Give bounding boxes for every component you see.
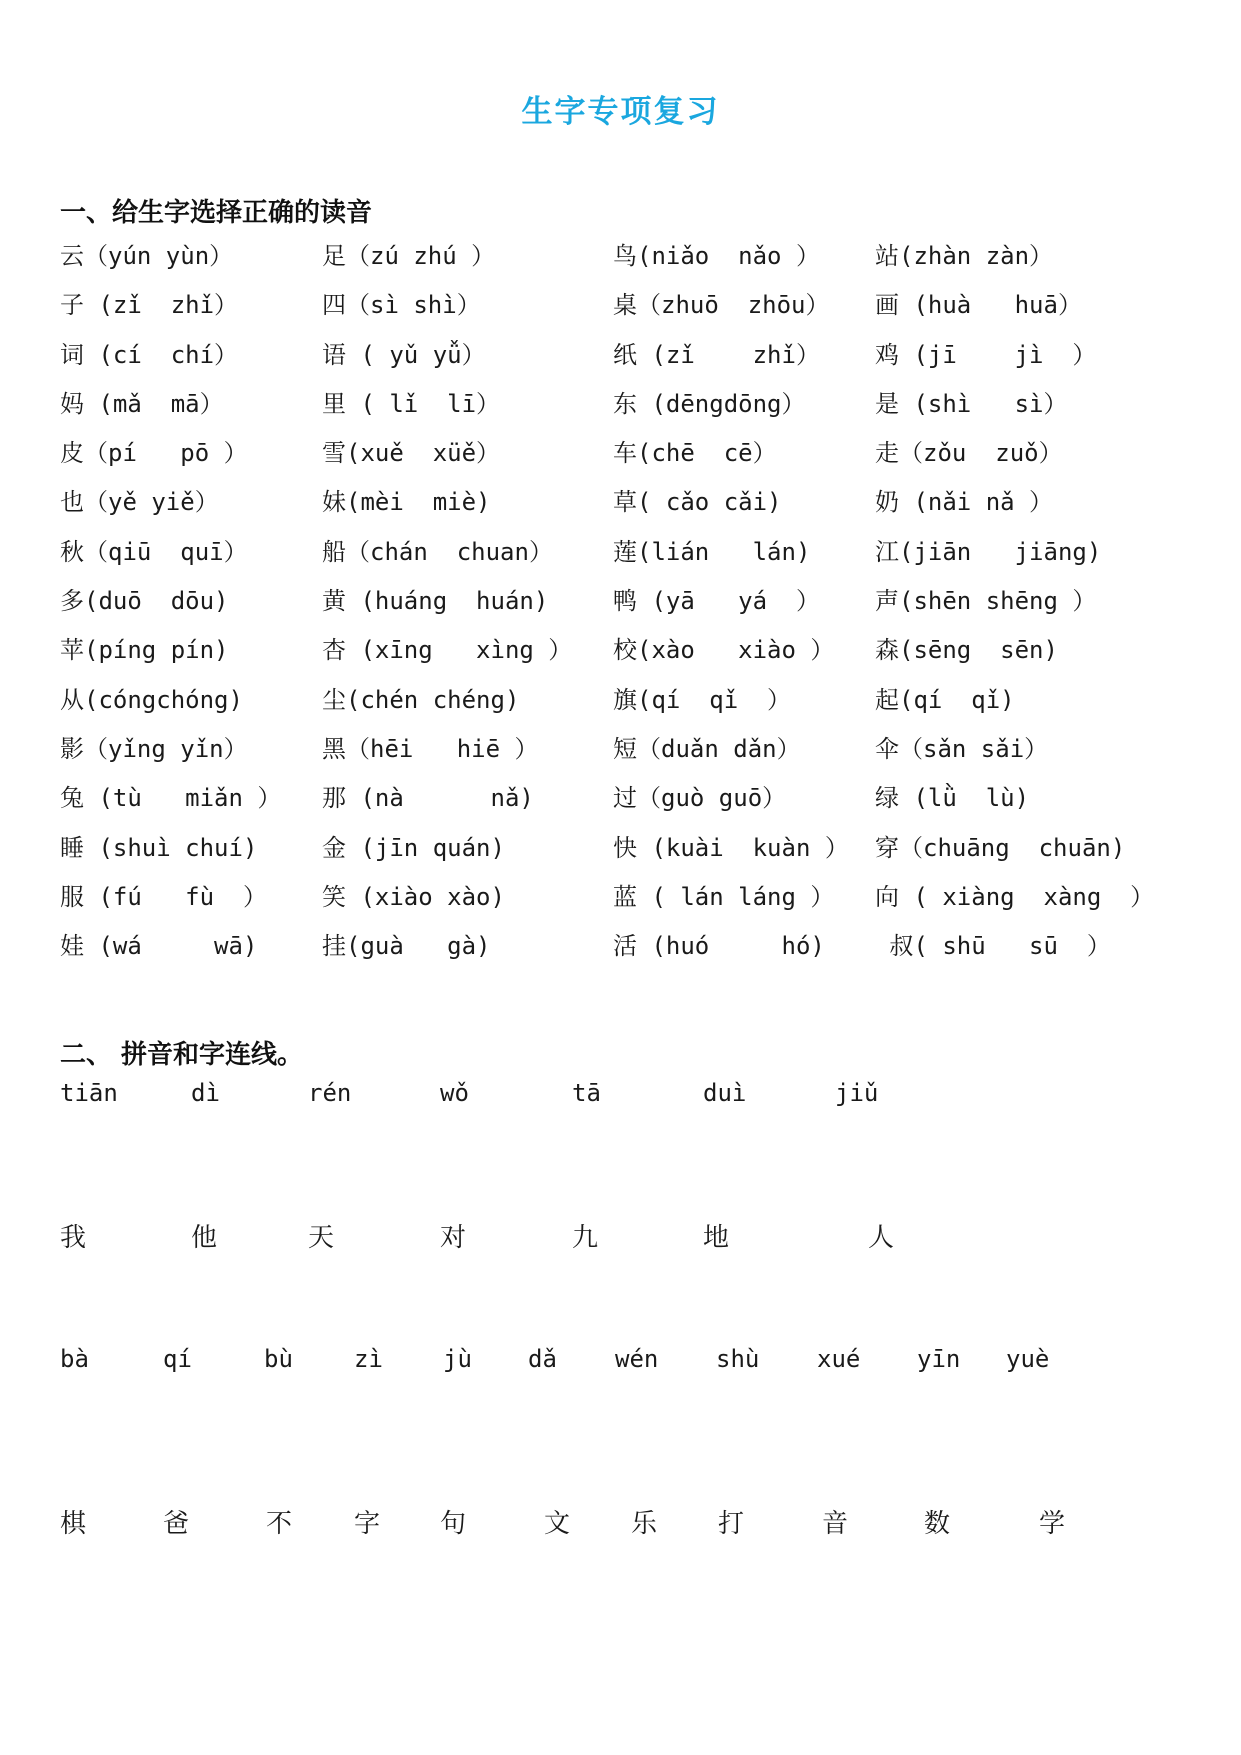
grid-row: [60, 486, 1200, 535]
grid-row: [60, 881, 1200, 930]
char-item[interactable]: 对: [440, 1223, 467, 1253]
grid-cell: 也（yě yiě）: [60, 488, 219, 517]
char-item[interactable]: 地: [703, 1223, 730, 1253]
grid-cell: 服 (fú fù ）: [60, 882, 267, 911]
pinyin-row-2: [60, 1342, 1200, 1376]
grid-cell: 雪(xuě xüě）: [322, 439, 501, 468]
grid-cell: 是 (shì sì）: [875, 389, 1068, 418]
grid-cell: 里 ( lǐ lī）: [322, 389, 501, 418]
grid-cell: 江(jiān jiāng): [875, 537, 1102, 566]
grid-cell: 那 (nà nǎ): [322, 784, 534, 813]
grid-cell: 鸡 (jī jì ）: [875, 340, 1097, 369]
pinyin-item[interactable]: jiǔ: [835, 1079, 879, 1107]
grid-cell: 起(qí qǐ): [875, 685, 1015, 714]
grid-row: [60, 437, 1200, 486]
grid-cell: 秋（qiū quī）: [60, 537, 248, 566]
char-item[interactable]: 不: [266, 1509, 293, 1539]
pinyin-item[interactable]: xué: [817, 1345, 861, 1373]
char-item[interactable]: 我: [60, 1223, 87, 1253]
grid-cell: 杏 (xīng xìng ）: [322, 636, 573, 665]
pinyin-item[interactable]: wén: [615, 1345, 659, 1373]
grid-cell: 短（duǎn dǎn）: [613, 734, 801, 763]
char-item[interactable]: 打: [718, 1509, 745, 1539]
grid-cell: 声(shēn shēng ）: [875, 587, 1097, 616]
grid-row: [60, 388, 1200, 437]
grid-cell: 桌（zhuō zhōu）: [613, 291, 830, 320]
grid-cell: 穿（chuāng chuān): [875, 833, 1126, 862]
grid-cell: 语 ( yǔ yǚ）: [322, 340, 486, 369]
grid-cell: 云（yún yùn）: [60, 242, 234, 270]
pinyin-item[interactable]: bù: [264, 1345, 293, 1373]
grid-cell: 睡 (shuì chuí): [60, 833, 258, 862]
grid-cell: 校(xào xiào ）: [613, 636, 835, 665]
grid-cell: 黄 (huáng huán): [322, 587, 549, 616]
pinyin-item[interactable]: yīn: [917, 1345, 961, 1373]
grid-cell: 挂(guà gà): [322, 932, 491, 961]
grid-cell: 绿 (lǜ lù): [875, 784, 1030, 813]
pinyin-item[interactable]: bà: [60, 1345, 89, 1373]
grid-cell: 妹(mèi miè): [322, 488, 491, 517]
grid-cell: 奶 (nǎi nǎ ）: [875, 488, 1054, 517]
char-item[interactable]: 人: [868, 1223, 895, 1253]
grid-cell: 妈 (mǎ mā）: [60, 389, 224, 418]
grid-cell: 过（guò guō）: [613, 784, 787, 813]
pinyin-item[interactable]: dǎ: [528, 1345, 557, 1373]
grid-cell: 画 (huà huā）: [875, 291, 1082, 320]
grid-cell: 苹(píng pín): [60, 636, 229, 665]
char-item[interactable]: 天: [308, 1223, 335, 1253]
grid-cell: 影（yǐng yǐn）: [60, 734, 248, 763]
grid-cell: 车(chē cē）: [613, 439, 777, 468]
grid-cell: 纸 (zǐ zhǐ）: [613, 340, 820, 369]
pinyin-item[interactable]: duì: [703, 1079, 747, 1107]
section-2-heading: 二、 拼音和字连线。: [60, 1040, 304, 1070]
grid-cell: 子 (zǐ zhǐ）: [60, 291, 239, 320]
grid-cell: 东 (dēngdōng）: [613, 389, 806, 418]
grid-cell: 皮（pí pō ）: [60, 439, 248, 468]
grid-row: [60, 930, 1200, 979]
grid-row: [60, 684, 1200, 733]
grid-row: [60, 339, 1200, 388]
pinyin-item[interactable]: jù: [443, 1345, 472, 1373]
char-item[interactable]: 句: [440, 1509, 467, 1539]
page-title: 生字专项复习: [521, 94, 720, 130]
grid-cell: 娃 (wá wā): [60, 932, 258, 961]
chars-row-1: [60, 1221, 1200, 1255]
grid-row: [60, 289, 1200, 338]
grid-cell: 莲(lián lán): [613, 537, 811, 566]
grid-row: [60, 832, 1200, 881]
grid-cell: 鸭 (yā yá ）: [613, 587, 820, 616]
grid-cell: 叔( shū sū ）: [875, 932, 1111, 961]
pinyin-item[interactable]: qí: [163, 1345, 192, 1373]
pinyin-item[interactable]: tiān: [60, 1079, 118, 1107]
grid-row: [60, 782, 1200, 831]
char-item[interactable]: 数: [924, 1509, 951, 1539]
char-item[interactable]: 音: [822, 1509, 849, 1539]
char-item[interactable]: 爸: [163, 1509, 190, 1539]
grid-cell: 森(sēng sēn): [875, 636, 1058, 665]
grid-cell: 兔 (tù miǎn ）: [60, 784, 282, 813]
chars-row-2: [60, 1507, 1200, 1541]
char-item[interactable]: 乐: [631, 1509, 658, 1539]
grid-cell: 蓝 ( lán láng ）: [613, 882, 835, 911]
grid-cell: 鸟(niǎo nǎo ）: [613, 242, 820, 270]
grid-cell: 足（zú zhú ）: [322, 242, 496, 270]
char-item[interactable]: 九: [572, 1223, 599, 1253]
section-1-heading: 一、给生字选择正确的读音: [60, 198, 373, 228]
grid-cell: 四（sì shì）: [322, 291, 481, 320]
pinyin-item[interactable]: zì: [354, 1345, 383, 1373]
grid-cell: 金 (jīn quán): [322, 833, 505, 862]
char-item[interactable]: 学: [1039, 1509, 1066, 1539]
grid-cell: 词 (cí chí）: [60, 340, 239, 369]
grid-cell: 快 (kuài kuàn ）: [613, 833, 849, 862]
grid-cell: 尘(chén chéng): [322, 685, 520, 714]
reading-choice-grid: [60, 240, 1200, 979]
grid-cell: 黑（hēi hiē ）: [322, 734, 539, 763]
grid-row: [60, 634, 1200, 683]
char-item[interactable]: 他: [191, 1223, 218, 1253]
grid-cell: 笑 (xiào xào): [322, 882, 505, 911]
grid-cell: 从(cóngchóng): [60, 685, 243, 714]
grid-row: [60, 536, 1200, 585]
pinyin-row-1: [60, 1076, 1200, 1110]
pinyin-item[interactable]: wǒ: [440, 1079, 469, 1107]
grid-row: [60, 240, 1200, 289]
pinyin-item[interactable]: dì: [191, 1079, 220, 1107]
grid-cell: 旗(qí qǐ ）: [613, 685, 792, 714]
char-item[interactable]: 字: [354, 1509, 381, 1539]
char-item[interactable]: 棋: [60, 1509, 87, 1539]
grid-cell: 走（zǒu zuǒ）: [875, 439, 1063, 468]
grid-cell: 船（chán chuan）: [322, 537, 553, 566]
grid-cell: 草( cǎo cǎi): [613, 488, 782, 517]
grid-cell: 伞（sǎn sǎi）: [875, 734, 1049, 763]
char-item[interactable]: 文: [544, 1509, 571, 1539]
grid-row: [60, 585, 1200, 634]
grid-cell: 活 (huó hó): [613, 932, 825, 961]
grid-cell: 站(zhàn zàn）: [875, 242, 1054, 270]
grid-row: [60, 733, 1200, 782]
grid-cell: 多(duō dōu): [60, 587, 229, 616]
pinyin-item[interactable]: rén: [308, 1079, 352, 1107]
pinyin-item[interactable]: tā: [572, 1079, 601, 1107]
grid-cell: 向 ( xiàng xàng ）: [875, 882, 1155, 911]
pinyin-item[interactable]: yuè: [1006, 1345, 1050, 1373]
pinyin-item[interactable]: shù: [716, 1345, 760, 1373]
